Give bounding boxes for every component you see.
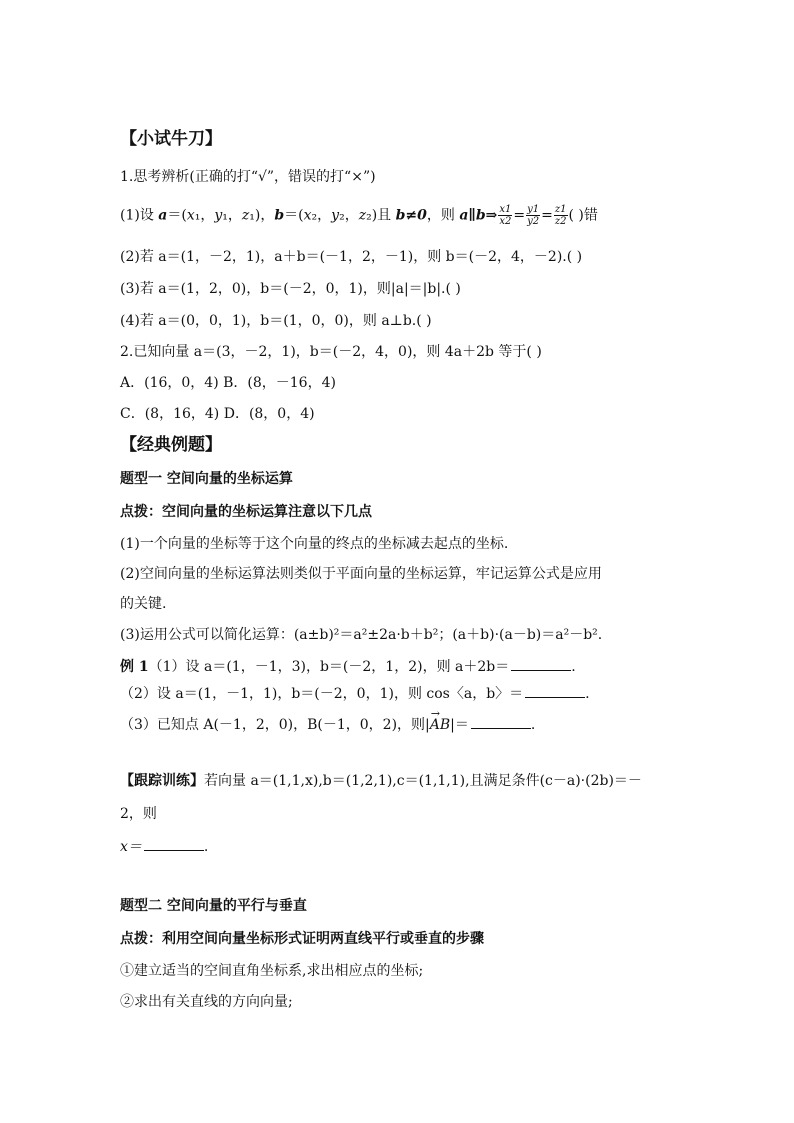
answer-blank[interactable] xyxy=(511,657,571,671)
question-1-2: (2)若 a＝(1，－2，1)，a＋b＝(－1，2，－1)，则 b＝(－2，4，－2).( ) xyxy=(120,249,583,265)
question-1-1: (1)设 a＝(x₁，y₁，z₁)，b＝(x₂，y₂，z₂)且 b≠0，则 a∥b⇒ $\frac{x1}{x2}$ = $\frac{y1}{y2}$ = $\frac{z1}{z2}$ ( )错 xyxy=(120,204,598,227)
question-2-options-ab: A．(16，0，4) B．(8，－16，4) xyxy=(120,375,336,391)
tip-2-step-1: ①建立适当的空间直角坐标系,求出相应点的坐标; xyxy=(120,963,424,979)
follow-up-exercise: 【跟踪训练】若向量 a＝(1,1,x),b＝(1,2,1),c＝(1,1,1),且满足条件(c－a)·(2b)＝－ xyxy=(120,773,642,789)
example-1-part-3: （3）已知点 A(－1，2，0)，B(－1，0，2)，则|→ AB|＝ . xyxy=(120,715,535,734)
fraction-z: $\frac{z1}{z2}$ xyxy=(554,204,567,227)
fraction-x: $\frac{x1}{x2}$ xyxy=(499,204,512,227)
vector-ab: → AB xyxy=(430,716,450,734)
tip-2-step-2: ②求出有关直线的方向向量; xyxy=(120,994,293,1010)
tip-1-heading: 点拨：空间向量的坐标运算注意以下几点 xyxy=(120,504,372,520)
tip-1-item-2-cont: 的关键. xyxy=(120,596,167,612)
follow-up-exercise-cont: 2，则 xyxy=(120,806,157,822)
question-1-4: (4)若 a＝(0，0，1)，b＝(1，0，0)，则 a⊥b.( ) xyxy=(120,313,432,329)
follow-up-label: 【跟踪训练】 xyxy=(120,773,204,789)
answer-blank[interactable] xyxy=(144,837,204,851)
example-1-part-2: （2）设 a＝(1，－1，1)，b＝(－2，0，1)，则 cos〈a，b〉＝ . xyxy=(120,686,590,702)
question-1-intro: 1.思考辨析(正确的打“√”，错误的打“×”) xyxy=(120,169,376,185)
answer-blank[interactable] xyxy=(471,715,531,729)
question-2: 2.已知向量 a＝(3，－2，1)，b＝(－2，4，0)，则 4a＋2b 等于( ) xyxy=(120,344,542,360)
type-1-heading: 题型一 空间向量的坐标运算 xyxy=(120,471,293,487)
section-title-practice: 【小试牛刀】 xyxy=(120,129,222,149)
example-1-part-1: 例 1（1）设 a＝(1，－1，3)，b＝(－2，1，2)，则 a＋2b＝ . xyxy=(120,659,576,675)
follow-up-answer: x＝ . xyxy=(120,839,209,855)
tip-2-heading: 点拨：利用空间向量坐标形式证明两直线平行或垂直的步骤 xyxy=(120,931,484,947)
question-1-3: (3)若 a＝(1，2，0)，b＝(－2，0，1)，则|a|＝|b|.( ) xyxy=(120,281,461,297)
tip-1-item-1: (1)一个向量的坐标等于这个向量的终点的坐标减去起点的坐标. xyxy=(120,536,509,552)
type-2-heading: 题型二 空间向量的平行与垂直 xyxy=(120,898,307,914)
fraction-y: $\frac{y1}{y2}$ xyxy=(527,204,540,227)
question-2-options-cd: C．(8，16，4) D．(8，0，4) xyxy=(120,406,315,422)
answer-blank[interactable] xyxy=(525,684,585,698)
tip-1-item-3: (3)运用公式可以简化运算：(a±b)²＝a²±2a·b＋b²；(a＋b)·(a－b)＝a²－b². xyxy=(120,627,603,643)
example-1-label: 例 1 xyxy=(120,659,149,675)
tip-1-item-2: (2)空间向量的坐标运算法则类似于平面向量的坐标运算，牢记运算公式是应用 xyxy=(120,566,602,582)
section-title-examples: 【经典例题】 xyxy=(120,435,222,455)
